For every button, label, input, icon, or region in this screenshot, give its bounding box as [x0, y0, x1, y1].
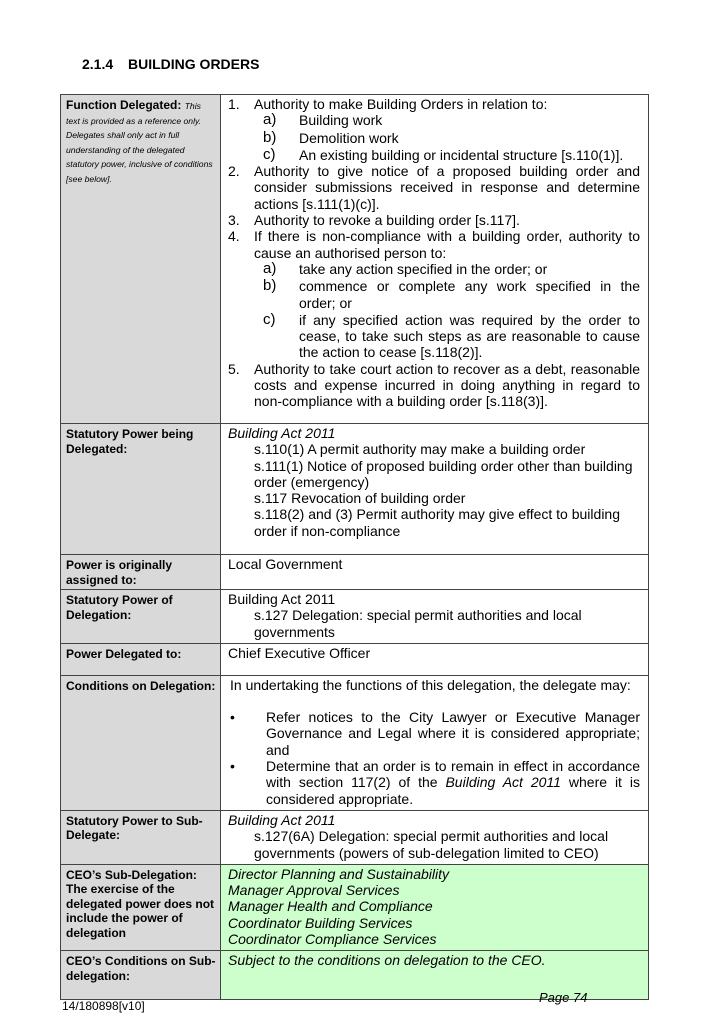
value-assigned: Local Government — [221, 555, 649, 590]
item-number: 2. — [228, 163, 240, 180]
list-item — [228, 228, 640, 360]
sub-item-letter: c) — [263, 145, 276, 163]
row-conditions — [61, 675, 649, 810]
list-item — [228, 212, 640, 228]
section-number: 2.1.4 — [82, 56, 114, 72]
list-item — [228, 163, 640, 212]
sub-item-letter: c) — [263, 310, 276, 328]
sub-list — [254, 112, 640, 163]
label-statutory-power: Statutory Power being Delegated: — [61, 424, 221, 555]
row-assigned — [61, 555, 649, 590]
item-text: Authority to make Building Orders in relation to: — [254, 96, 548, 112]
sub-item-text: Demolition work — [299, 129, 399, 146]
sub-delegate-position: Coordinator Compliance Services — [228, 931, 437, 948]
sub-delegate-position: Manager Health and Compliance — [228, 898, 433, 915]
sub-item — [254, 261, 640, 277]
sub-item-letter: a) — [263, 259, 277, 277]
sub-item — [254, 130, 640, 146]
section-line: s.118(2) and (3) Permit authority may give effect to building order if non-compliance — [254, 506, 620, 539]
row-function-delegated — [61, 95, 649, 424]
value-function-delegated — [221, 95, 649, 424]
condition-text — [266, 758, 640, 807]
row-statutory-power — [61, 424, 649, 555]
value-conditions — [221, 675, 649, 810]
value-delegation-power — [221, 590, 649, 644]
value-ceo-conditions: Subject to the conditions on delegation to the CEO. — [221, 951, 649, 1000]
sub-delegate-position: Manager Approval Services — [228, 882, 400, 899]
sub-item-text: Building work — [299, 112, 383, 129]
document-reference: 14/180898[v10] — [62, 999, 145, 1013]
act-name: Building Act 2011 — [228, 425, 336, 441]
conditions-list — [228, 709, 640, 807]
function-note: This text is provided as a reference only. Delegates shall only act in full understanding of the delegated statutory power, inclusive of conditions [see below]. — [66, 101, 213, 184]
value-delegated-to: Chief Executive Officer — [221, 643, 649, 675]
section-line: s.127 Delegation: special permit authorities and local governments — [254, 607, 582, 640]
function-label: Function Delegated: — [66, 98, 182, 112]
label-ceo-sub-delegation: CEO’s Sub-Delegation: The exercise of the delegated power does not include the power of delegation — [61, 864, 221, 950]
conditions-intro: In undertaking the functions of this delegation, the delegate may: — [230, 676, 631, 693]
item-number: 1. — [228, 96, 240, 112]
condition-text-part: Determine that an order is to remain in effect in accordance with section 117(2) of the — [266, 758, 640, 791]
sub-item-text: if any specified action was required by the order to cease, to take such steps as are reasonable to cause the action to cease [s.118(2)]. — [299, 311, 640, 361]
value-statutory-power — [221, 424, 649, 555]
page-number: Page 74 — [539, 990, 588, 1005]
value-ceo-sub-delegation — [221, 864, 649, 950]
sub-item — [254, 312, 640, 361]
sub-item — [254, 278, 640, 311]
section-title: BUILDING ORDERS — [128, 56, 260, 72]
sub-delegate-position: Director Planning and Sustainability — [228, 865, 450, 882]
section-line: s.127(6A) Delegation: special permit authorities and local governments (powers of sub-delegation limited to CEO) — [254, 828, 609, 861]
row-sub-delegate — [61, 810, 649, 864]
item-number: 5. — [228, 360, 240, 377]
list-item — [228, 709, 640, 758]
sub-item-letter: b) — [263, 277, 277, 295]
item-number: 3. — [228, 212, 240, 229]
act-name: Building Act 2011 — [228, 591, 336, 607]
bullet: • — [230, 709, 235, 726]
delegation-table — [60, 94, 649, 1000]
list-item — [228, 96, 640, 163]
label-delegated-to: Power Delegated to: — [61, 643, 221, 675]
label-assigned: Power is originally assigned to: — [61, 555, 221, 590]
item-text: Authority to give notice of a proposed building order and consider submissions received in response and determine actions [s.111(1)(c)]. — [254, 163, 640, 212]
label-conditions: Conditions on Delegation: — [61, 675, 221, 810]
section-heading — [82, 56, 259, 72]
item-text: Authority to take court action to recover as a debt, reasonable costs and expense incurred in doing anything in regard to non-compliance with a building order [s.118(3)]. — [254, 360, 640, 410]
section-line: s.110(1) A permit authority may make a building order — [254, 441, 586, 458]
sub-item-text: take any action specified in the order; or — [299, 260, 548, 277]
row-delegation-power — [61, 590, 649, 644]
row-delegated-to — [61, 643, 649, 675]
list-item — [228, 361, 640, 410]
value-sub-delegate — [221, 810, 649, 864]
section-line: s.111(1) Notice of proposed building order other than building order (emergency) — [254, 457, 633, 490]
sub-item-letter: b) — [263, 128, 277, 146]
label-function-delegated — [61, 95, 221, 424]
condition-text: Refer notices to the City Lawyer or Executive Manager Governance and Legal where it is considered appropriate; and — [266, 709, 640, 758]
sub-item-text: commence or complete any work specified in the order; or — [299, 278, 640, 311]
item-text: Authority to revoke a building order [s.117]. — [254, 212, 520, 229]
act-name: Building Act 2011 — [445, 774, 561, 791]
row-ceo-sub-delegation — [61, 864, 649, 950]
section-line: s.117 Revocation of building order — [254, 490, 466, 507]
label-sub-delegate: Statutory Power to Sub-Delegate: — [61, 810, 221, 864]
sub-item — [254, 112, 640, 128]
sub-item — [254, 147, 640, 163]
condition-text-part: where it is considered appropriate. — [266, 774, 640, 807]
item-text: If there is non-compliance with a building order, authority to cause an authorised person to: — [254, 228, 640, 261]
bullet: • — [230, 758, 235, 775]
sub-list — [254, 261, 640, 361]
label-ceo-conditions: CEO’s Conditions on Sub-delegation: — [61, 951, 221, 1000]
list-item — [228, 758, 640, 807]
sub-delegate-position: Coordinator Building Services — [228, 914, 413, 931]
function-list — [228, 96, 640, 410]
act-name: Building Act 2011 — [228, 811, 336, 828]
item-number: 4. — [228, 228, 240, 245]
label-delegation-power: Statutory Power of Delegation: — [61, 590, 221, 644]
sub-item-letter: a) — [263, 111, 277, 129]
sub-item-text: An existing building or incidental structure [s.110(1)]. — [299, 146, 624, 163]
